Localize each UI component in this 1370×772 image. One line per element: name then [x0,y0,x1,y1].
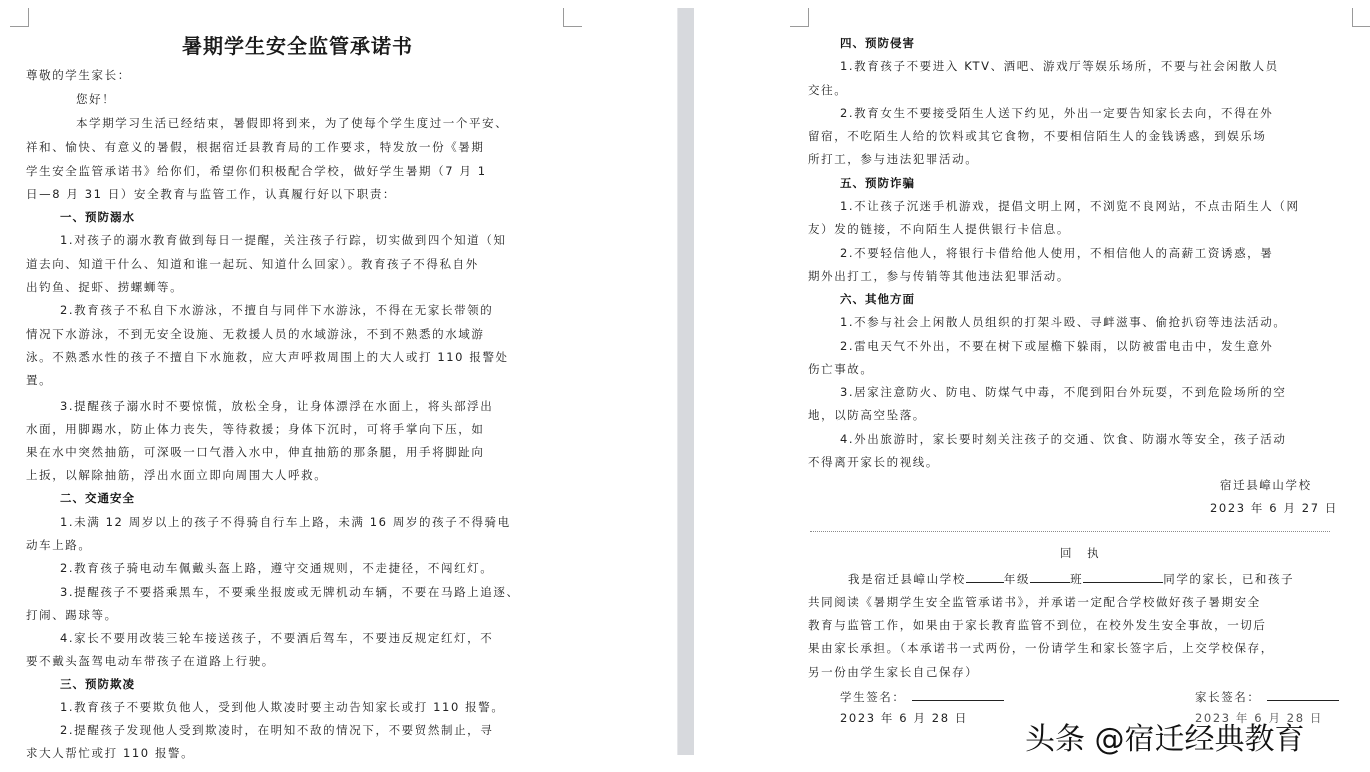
receipt-title: 回 执 [1060,546,1105,560]
body-line: 求大人帮忙或打 110 报警。 [26,746,195,760]
student-date: 2023 年 6 月 28 日 [840,711,968,725]
page-separator [677,8,695,755]
intro-line: 本学期学习生活已经结束，暑假即将到来，为了使每个学生度过一个平安、 [76,116,509,130]
parent-signature [1195,688,1339,705]
body-line: 留宿，不吃陌生人给的饮料或其它食物，不要相信陌生人的金钱诱惑，到娱乐场 [808,129,1267,143]
body-line: 4.家长不要用改装三轮车接送孩子，不要酒后驾车，不要违反规定红灯，不 [60,631,494,645]
body-line: 打闹、踢球等。 [26,608,118,622]
section-heading-bullying: 三、预防欺凌 [60,677,135,691]
parent-date: 2023 年 6 月 28 日 [1195,711,1323,725]
crop-mark-top-left [790,8,809,27]
intro-line: 学生安全监管承诺书》给你们，希望你们积极配合学校，做好学生暑期（7 月 1 [26,164,487,178]
student-sign-blank[interactable] [912,688,1004,701]
student-signature [840,688,1004,705]
body-line: 果在水中突然抽筋，可深吸一口气潜入水中，伸直抽筋的那条腿，用手将脚趾向 [26,445,485,459]
section-heading-drowning: 一、预防溺水 [60,210,135,224]
receipt-line: 另一份由学生家长自己保存） [808,665,979,679]
class-label: 班 [1070,572,1084,586]
parent-sign-blank[interactable] [1267,688,1339,701]
crop-mark-top-right [563,8,582,27]
body-line: 1.教育孩子不要欺负他人，受到他人欺凌时要主动告知家长或打 110 报警。 [60,700,505,714]
section-heading-assault: 四、预防侵害 [840,36,915,50]
body-line: 水面，用脚踢水，防止体力丧失，等待救援；身体下沉时，可将手掌向下压，如 [26,422,485,436]
receipt-line: 教育与监管工作，如果由于家长教育监管不到位，在校外发生安全事故，一切后 [808,618,1267,632]
body-line: 伤亡事故。 [808,362,874,376]
body-line: 2.教育孩子不私自下水游泳，不擅自与同伴下水游泳，不得在无家长带领的 [60,303,494,317]
body-line: 道去向、知道干什么、知道和谁一起玩、知道什么回家）。教育孩子不得私自外 [26,257,479,271]
document-page-left [0,0,677,772]
body-line: 动车上路。 [26,538,92,552]
body-line: 1.不让孩子沉迷手机游戏，提倡文明上网，不浏览不良网站，不点击陌生人（网 [840,199,1300,213]
body-line: 出钓鱼、捉虾、捞螺蛳等。 [26,280,184,294]
student-name-blank[interactable] [1083,570,1163,583]
parent-sign-label: 家长签名： [1195,690,1261,704]
section-heading-traffic: 二、交通安全 [60,491,135,505]
body-line: 1.教育孩子不要进入 KTV、酒吧、游戏厅等娱乐场所，不要与社会闲散人员 [840,59,1279,73]
body-line: 友）发的链接，不向陌生人提供银行卡信息。 [808,222,1070,236]
body-line: 2.不要轻信他人，将银行卡借给他人使用，不相信他人的高薪工资诱惑，暑 [840,246,1274,260]
body-line: 2.雷电天气不外出，不要在树下或屋檐下躲雨，以防被雷电击中，发生意外 [840,339,1274,353]
body-line: 1.对孩子的溺水教育做到每日一提醒，关注孩子行踪，切实做到四个知道（知 [60,233,507,247]
body-line: 不得离开家长的视线。 [808,455,939,469]
body-line: 3.提醒孩子不要搭乘黑车，不要乘坐报废或无牌机动车辆，不要在马路上追逐、 [60,585,520,599]
body-line: 3.提醒孩子溺水时不要惊慌，放松全身，让身体漂浮在水面上，将头部浮出 [60,399,494,413]
greeting: 您好！ [76,92,116,106]
body-line: 置。 [26,373,53,387]
watermark: 头条 @宿迁经典教育 [1025,722,1305,757]
document-title: 暑期学生安全监管承诺书 [182,34,413,58]
body-line: 期外出打工，参与传销等其他违法犯罪活动。 [808,269,1070,283]
receipt-line: 共同阅读《暑期学生安全监管承诺书》，并承诺一定配合学校做好孩子暑期安全 [808,595,1261,609]
receipt-prefix: 我是宿迁县嶂山学校 [848,572,966,586]
body-line: 交往。 [808,83,848,97]
signature-date: 2023 年 6 月 27 日 [1210,501,1338,515]
signature-school: 宿迁县嶂山学校 [1220,478,1312,492]
tear-line [810,531,1330,532]
body-line: 1.不参与社会上闲散人员组织的打架斗殴、寻衅滋事、偷抢扒窃等违法活动。 [840,315,1287,329]
crop-mark-top-left [10,8,29,27]
body-line: 2.教育孩子骑电动车佩戴头盔上路，遵守交通规则，不走捷径，不闯红灯。 [60,561,494,575]
student-sign-label: 学生签名： [840,690,906,704]
body-line: 3.居家注意防火、防电、防煤气中毒，不爬到阳台外玩耍，不到危险场所的空 [840,385,1287,399]
receipt-suffix: 同学的家长，已和孩子 [1163,572,1295,586]
receipt-line: 果由家长承担。（本承诺书一式两份，一份请学生和家长签字后，上交学校保存， [808,641,1274,655]
grade-label: 年级 [1003,572,1031,586]
section-heading-other: 六、其他方面 [840,292,915,306]
body-line: 地，以防高空坠落。 [808,408,926,422]
body-line: 2.提醒孩子发现他人受到欺凌时，在明知不敌的情况下，不要贸然制止，寻 [60,723,494,737]
body-line: 所打工，参与违法犯罪活动。 [808,152,979,166]
body-line: 泳。不熟悉水性的孩子不擅自下水施救，应大声呼救周围上的大人或打 110 报警处 [26,350,509,364]
body-line: 上扳，以解除抽筋，浮出水面立即向周围大人呼救。 [26,468,328,482]
salutation: 尊敬的学生家长： [26,68,131,82]
crop-mark-top-right [1352,8,1370,27]
intro-line: 日—8 月 31 日）安全教育与监管工作，认真履行好以下职责： [26,187,397,201]
section-heading-fraud: 五、预防诈骗 [840,176,915,190]
body-line: 4.外出旅游时，家长要时刻关注孩子的交通、饮食、防溺水等安全，孩子活动 [840,432,1287,446]
body-line: 要不戴头盔驾电动车带孩子在道路上行驶。 [26,654,275,668]
grade-blank[interactable] [966,570,1004,583]
body-line: 1.未满 12 周岁以上的孩子不得骑自行车上路，未满 16 周岁的孩子不得骑电 [60,515,511,529]
receipt-line-1 [848,570,1294,587]
class-blank[interactable] [1030,570,1070,583]
body-line: 情况下水游泳，不到无安全设施、无救援人员的水域游泳，不到不熟悉的水域游 [26,327,485,341]
body-line: 2.教育女生不要接受陌生人送下约见，外出一定要告知家长去向，不得在外 [840,106,1274,120]
intro-line: 祥和、愉快、有意义的暑假，根据宿迁县教育局的工作要求，特发放一份《暑期 [26,140,485,154]
